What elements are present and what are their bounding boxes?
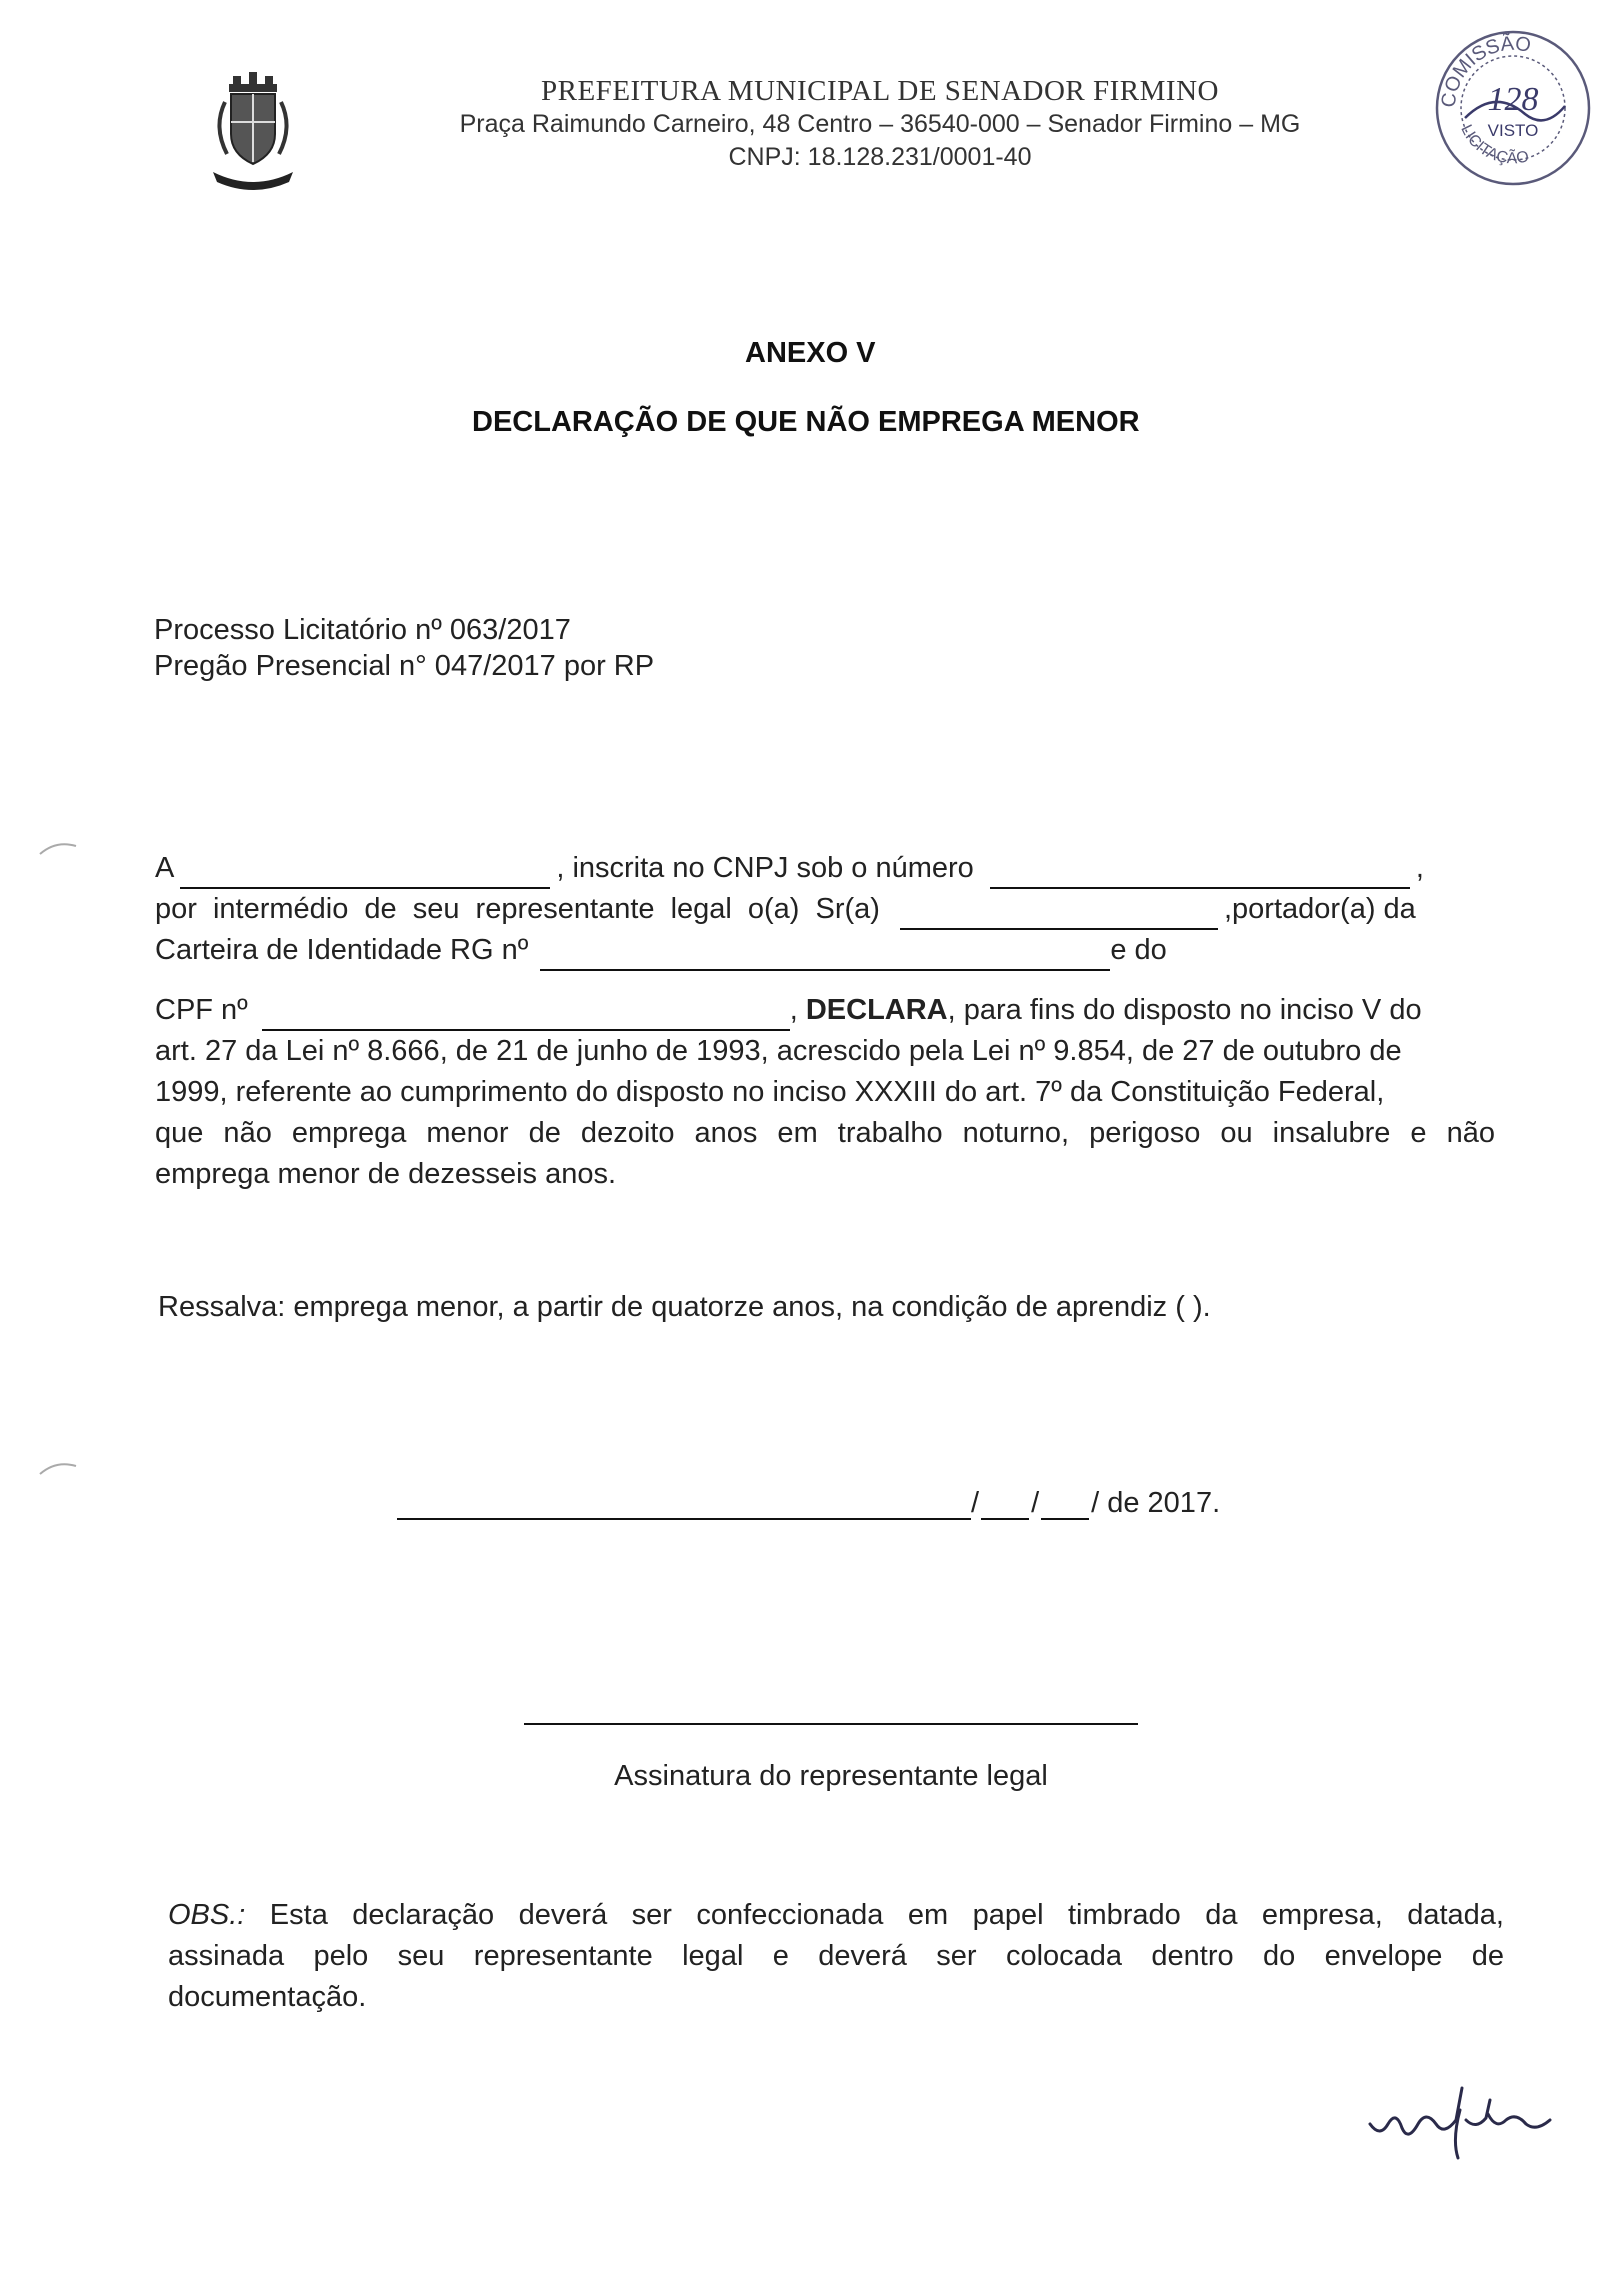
org-cnpj: CNPJ: 18.128.231/0001-40 bbox=[728, 143, 1032, 171]
body-line-2: por intermédio de seu representante legal o(a) Sr(a) ,portador(a) da bbox=[155, 889, 1495, 930]
municipal-crest-icon bbox=[203, 72, 303, 197]
day-blank[interactable] bbox=[981, 1492, 1029, 1520]
obs-label: OBS.: bbox=[168, 1899, 246, 1931]
signature-label: Assinatura do representante legal bbox=[614, 1760, 1048, 1792]
caveat-text: Ressalva: emprega menor, a partir de quatorze anos, na condição de aprendiz ( ). bbox=[158, 1291, 1211, 1323]
declaration-title: DECLARAÇÃO DE QUE NÃO EMPREGA MENOR bbox=[472, 406, 1140, 438]
org-name: PREFEITURA MUNICIPAL DE SENADOR FIRMINO bbox=[541, 75, 1219, 107]
rg-number-blank[interactable] bbox=[540, 943, 1110, 971]
declaration-body bbox=[155, 990, 1495, 1195]
declaration-intro bbox=[155, 848, 1495, 971]
letterhead bbox=[400, 74, 1360, 174]
cnpj-blank[interactable] bbox=[990, 861, 1410, 889]
cpf-number-blank[interactable] bbox=[262, 1003, 790, 1031]
body-line-8: emprega menor de dezesseis anos. bbox=[155, 1158, 617, 1190]
body-line-4: CPF nº , DECLARA , para fins do disposto no inciso V do bbox=[155, 990, 1495, 1031]
handwritten-rubric-icon bbox=[1366, 2080, 1556, 2160]
stamp-bottom-text: LICITAÇÃO bbox=[1457, 122, 1531, 168]
date-line: / / / de 2017. bbox=[397, 1487, 1220, 1520]
stamp-top-text: COMISSÃO bbox=[1437, 32, 1533, 109]
body-line-1: A , inscrita no CNPJ sob o número , bbox=[155, 848, 1495, 889]
auction-number: Pregão Presencial n° 047/2017 por RP bbox=[154, 650, 655, 682]
observation-note: OBS.: Esta declaração deverá ser confeccionada em papel timbrado da empresa, datada, assinada pelo seu representante legal e deverá ser colocada dentro do envelope de documentação. bbox=[168, 1899, 1504, 2013]
commission-stamp bbox=[1425, 18, 1600, 193]
signature-line[interactable] bbox=[524, 1723, 1138, 1725]
scan-mark-icon bbox=[36, 838, 86, 858]
annex-title: ANEXO V bbox=[745, 337, 876, 369]
stamp-number: 128 bbox=[1487, 81, 1539, 118]
company-name-blank[interactable] bbox=[180, 861, 550, 889]
place-blank[interactable] bbox=[397, 1492, 971, 1520]
body-line-3: Carteira de Identidade RG nº e do bbox=[155, 930, 1495, 971]
process-number: Processo Licitatório nº 063/2017 bbox=[154, 614, 571, 646]
month-blank[interactable] bbox=[1041, 1492, 1089, 1520]
body-line-5: art. 27 da Lei nº 8.666, de 21 de junho de 1993, acrescido pela Lei nº 9.854, de 27 de outubro de bbox=[155, 1035, 1402, 1067]
scan-mark-icon bbox=[36, 1458, 86, 1478]
body-line-7: que não emprega menor de dezoito anos em trabalho noturno, perigoso ou insalubre e não bbox=[155, 1117, 1495, 1149]
body-line-6: 1999, referente ao cumprimento do disposto no inciso XXXIII do art. 7º da Constituição Federal, bbox=[155, 1076, 1385, 1108]
representative-name-blank[interactable] bbox=[900, 902, 1218, 930]
stamp-mid-text: VISTO bbox=[1487, 121, 1539, 140]
org-address: Praça Raimundo Carneiro, 48 Centro – 36540-000 – Senador Firmino – MG bbox=[459, 110, 1301, 138]
